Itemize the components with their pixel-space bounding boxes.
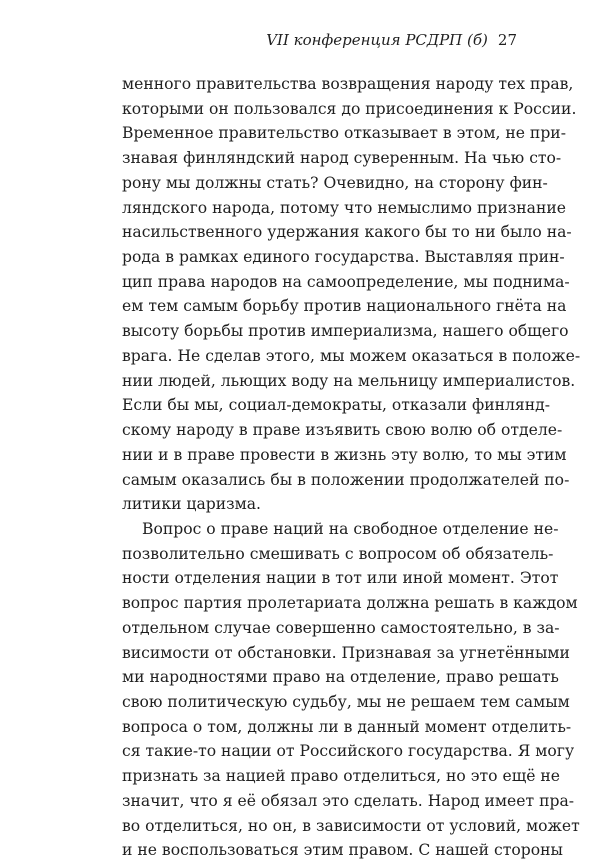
text-line: вопрос партия пролетариата должна решать в каждом [122, 594, 578, 613]
text-line: ми народностями право на отделение, право решать [122, 668, 559, 687]
text-line: врага. Не сделав этого, мы можем оказаться в положе- [122, 346, 581, 365]
text-line: самым оказались бы в положении продолжателей по- [122, 470, 570, 489]
text-line: Вопрос о праве наций на свободное отделение не- [142, 519, 559, 538]
page-number: 27 [497, 31, 517, 49]
text-line: которыми он пользовался до присоединения к России. [122, 99, 577, 118]
text-line: знавая финляндский народ суверенным. На чью сто- [122, 149, 562, 168]
text-line: Если бы мы, социал-демократы, отказали финлянд- [122, 396, 551, 415]
text-line: скому народу в праве изъявить свою волю об отделе- [122, 421, 563, 440]
text-line: рону мы должны стать? Очевидно, на сторону фин- [122, 173, 548, 192]
text-line: Временное правительство отказывает в этом, не при- [122, 124, 566, 143]
text-line: ляндского народа, потому что немыслимо признание [122, 198, 566, 217]
text-line: нии людей, льющих воду на мельницу империалистов. [122, 371, 576, 390]
text-line: значит, что я её обязал это сделать. Народ имеет пра- [122, 791, 575, 810]
text-line: ся такие-то нации от Российского государства. Я могу [122, 742, 575, 761]
text-line: цип права народов на самоопределение, мы поднима- [122, 272, 570, 291]
text-line: отдельном случае совершенно самостоятельно, в за- [122, 618, 560, 637]
text-line: насильственного удержания какого бы то ни было на- [122, 223, 572, 242]
text-line: высоту борьбы против империализма, нашего общего [122, 322, 569, 341]
text-line: менного правительства возвращения народу тех прав, [122, 75, 574, 93]
text-line: ности отделения нации в тот или иной момент. Этот [122, 569, 559, 588]
running-header [266, 31, 517, 49]
text-line: во отделиться, но он, в зависимости от условий, может [122, 816, 580, 835]
text-line: литики царизма. [122, 495, 262, 514]
text-line: рода в рамках единого государства. Выставляя прин- [122, 248, 565, 267]
text-line: нии и в праве провести в жизнь эту волю, то мы этим [122, 445, 567, 464]
text-line: висимости от обстановки. Признавая за угнетёнными [122, 643, 570, 662]
text-line: и не воспользоваться этим правом. С нашей стороны [122, 841, 563, 860]
body-text [122, 72, 581, 863]
text-line: свою политическую судьбу, мы не решаем тем самым [122, 692, 570, 711]
text-line: признать за нацией право отделиться, но это ещё не [122, 767, 561, 786]
text-line: ем тем самым борьбу против национального гнёта на [122, 297, 567, 316]
text-line: позволительно смешивать с вопросом об обязатель- [122, 544, 554, 563]
text-line: вопроса о том, должны ли в данный момент отделить- [122, 717, 572, 736]
running-header-title: VII конференция РСДРП (б) [266, 31, 488, 49]
